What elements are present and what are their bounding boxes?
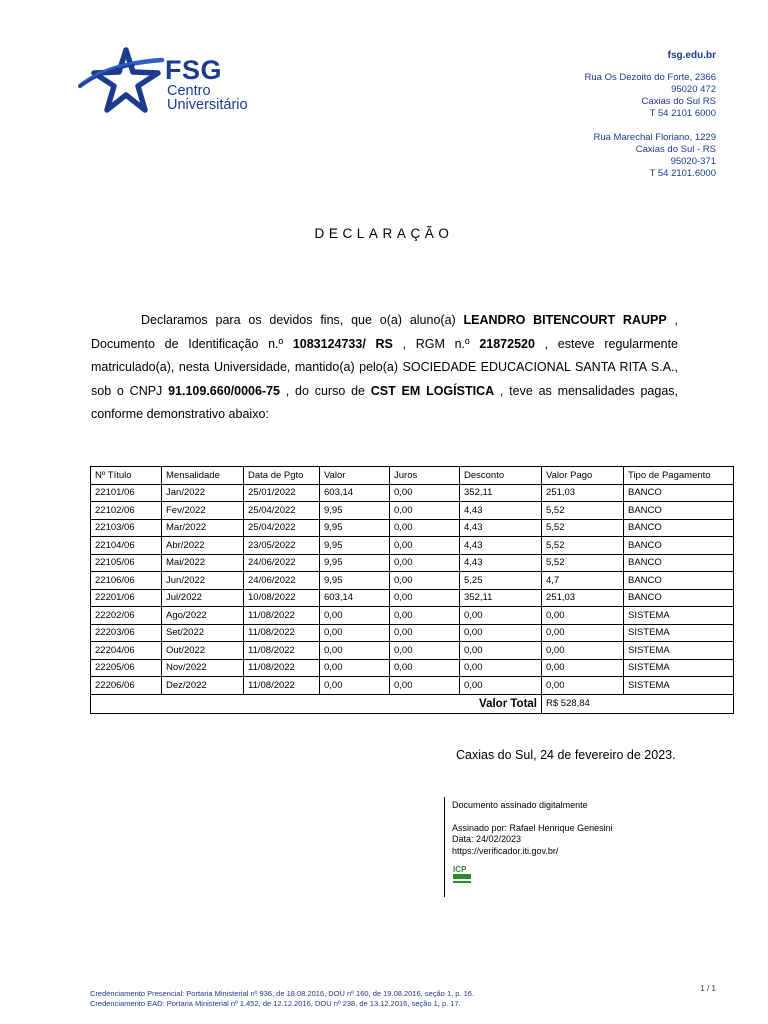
- tipo-pagamento-cell: SISTEMA: [624, 659, 734, 677]
- column-header: Nº Título: [91, 467, 162, 485]
- data-pgto-cell: 10/08/2022: [244, 589, 320, 607]
- titulo-cell: 22204/06: [91, 642, 162, 660]
- valor-cell: 0,00: [320, 624, 390, 642]
- address-line: T 54 2101.6000: [649, 168, 716, 179]
- titulo-cell: 22102/06: [91, 502, 162, 520]
- juros-cell: 0,00: [390, 589, 460, 607]
- payments-table: [90, 466, 734, 714]
- declaration-paragraph: [91, 309, 678, 427]
- total-empty-cell: [624, 694, 734, 713]
- tipo-pagamento-cell: BANCO: [624, 537, 734, 555]
- mensalidade-cell: Out/2022: [162, 642, 244, 660]
- page-number: 1 / 1: [700, 984, 716, 993]
- data-pgto-cell: 25/04/2022: [244, 519, 320, 537]
- mensalidade-cell: Mar/2022: [162, 519, 244, 537]
- valor-pago-cell: 5,52: [542, 537, 624, 555]
- desconto-cell: 4,43: [460, 502, 542, 520]
- verifier-url: https://verificador.iti.gov.br/: [452, 845, 559, 856]
- accreditation-footer: [90, 989, 474, 1008]
- titulo-cell: 22202/06: [91, 607, 162, 625]
- valor-cell: 0,00: [320, 642, 390, 660]
- data-pgto-cell: 11/08/2022: [244, 642, 320, 660]
- body-text-1: Declaramos para os devidos fins, que o(a) aluno(a): [141, 313, 464, 327]
- valor-cell: 9,95: [320, 554, 390, 572]
- address-line: T 54 2101 6000: [649, 108, 716, 119]
- tipo-pagamento-cell: BANCO: [624, 554, 734, 572]
- fsg-logo: [78, 46, 278, 116]
- valor-pago-cell: 0,00: [542, 677, 624, 695]
- body-text-2: , Documento de Identificação n.º: [91, 313, 678, 351]
- titulo-cell: 22101/06: [91, 484, 162, 502]
- valor-cell: 9,95: [320, 502, 390, 520]
- titulo-cell: 22104/06: [91, 537, 162, 555]
- tipo-pagamento-cell: BANCO: [624, 589, 734, 607]
- mensalidade-cell: Jul/2022: [162, 589, 244, 607]
- juros-cell: 0,00: [390, 537, 460, 555]
- signature-date: Data: 24/02/2023: [452, 834, 522, 845]
- mensalidade-cell: Mai/2022: [162, 554, 244, 572]
- body-text-5: , do curso de: [280, 383, 371, 398]
- website: fsg.edu.br: [667, 50, 716, 61]
- valor-pago-cell: 5,52: [542, 519, 624, 537]
- table-row: [91, 519, 734, 537]
- valor-pago-cell: 0,00: [542, 624, 624, 642]
- desconto-cell: 0,00: [460, 607, 542, 625]
- juros-cell: 0,00: [390, 502, 460, 520]
- digital-signature-block: [444, 797, 704, 897]
- juros-cell: 0,00: [390, 642, 460, 660]
- valor-pago-cell: 251,03: [542, 589, 624, 607]
- valor-cell: 9,95: [320, 572, 390, 590]
- cnpj-number: 91.109.660/0006-75: [168, 383, 281, 398]
- desconto-cell: 5,25: [460, 572, 542, 590]
- signature-heading: Documento assinado digitalmente: [452, 800, 588, 810]
- address-line: Rua Os Dezoito do Forte, 2366: [584, 72, 716, 83]
- data-pgto-cell: 11/08/2022: [244, 659, 320, 677]
- rgm-number: 21872520: [479, 336, 535, 351]
- data-pgto-cell: 24/06/2022: [244, 572, 320, 590]
- juros-cell: 0,00: [390, 484, 460, 502]
- titulo-cell: 22203/06: [91, 624, 162, 642]
- data-pgto-cell: 25/04/2022: [244, 502, 320, 520]
- desconto-cell: 4,43: [460, 537, 542, 555]
- total-value: R$ 528,84: [542, 694, 624, 713]
- signer-name: Assinado por: Rafael Henrique Genesini: [452, 823, 613, 834]
- table-row: [91, 677, 734, 695]
- table-row: [91, 624, 734, 642]
- address-line: Caxias do Sul RS: [641, 96, 716, 107]
- valor-pago-cell: 5,52: [542, 502, 624, 520]
- titulo-cell: 22205/06: [91, 659, 162, 677]
- document-id: 1083124733/ RS: [292, 336, 393, 351]
- tipo-pagamento-cell: BANCO: [624, 572, 734, 590]
- tipo-pagamento-cell: BANCO: [624, 519, 734, 537]
- valor-cell: 9,95: [320, 537, 390, 555]
- footer-line: Credenciamento Presencial: Portaria Ministerial nº 936, de 18.08.2016, DOU nº 160, de 19.08.2016, seção 1, p. 16.: [90, 989, 475, 998]
- date-place: Caxias do Sul, 24 de fevereiro de 2023.: [456, 748, 676, 762]
- star-swoosh-icon: [78, 46, 168, 116]
- address-campus-1: [585, 72, 717, 120]
- data-pgto-cell: 11/08/2022: [244, 624, 320, 642]
- mensalidade-cell: Dez/2022: [162, 677, 244, 695]
- student-name: LEANDRO BITENCOURT RAUPP: [463, 313, 667, 327]
- tipo-pagamento-cell: SISTEMA: [624, 607, 734, 625]
- data-pgto-cell: 23/05/2022: [244, 537, 320, 555]
- valor-cell: 0,00: [320, 659, 390, 677]
- table-row: [91, 659, 734, 677]
- titulo-cell: 22106/06: [91, 572, 162, 590]
- column-header: Data de Pgto: [244, 467, 320, 485]
- valor-cell: 603,14: [320, 484, 390, 502]
- mensalidade-cell: Fev/2022: [162, 502, 244, 520]
- table-row: [91, 572, 734, 590]
- juros-cell: 0,00: [390, 572, 460, 590]
- data-pgto-cell: 25/01/2022: [244, 484, 320, 502]
- table-row: [91, 607, 734, 625]
- table-row: [91, 589, 734, 607]
- juros-cell: 0,00: [390, 659, 460, 677]
- total-row: [91, 694, 734, 713]
- tipo-pagamento-cell: BANCO: [624, 484, 734, 502]
- valor-pago-cell: 0,00: [542, 642, 624, 660]
- titulo-cell: 22206/06: [91, 677, 162, 695]
- desconto-cell: 0,00: [460, 659, 542, 677]
- logo-line-1: Centro: [167, 83, 211, 99]
- tipo-pagamento-cell: SISTEMA: [624, 677, 734, 695]
- valor-pago-cell: 0,00: [542, 607, 624, 625]
- valor-pago-cell: 4,7: [542, 572, 624, 590]
- column-header: Juros: [390, 467, 460, 485]
- desconto-cell: 0,00: [460, 677, 542, 695]
- valor-pago-cell: 0,00: [542, 659, 624, 677]
- mensalidade-cell: Jun/2022: [162, 572, 244, 590]
- valor-cell: 9,95: [320, 519, 390, 537]
- address-campus-2: [585, 132, 717, 180]
- table-row: [91, 554, 734, 572]
- mensalidade-cell: Set/2022: [162, 624, 244, 642]
- titulo-cell: 22201/06: [91, 589, 162, 607]
- institution-contact: [585, 50, 717, 192]
- address-line: Caxias do Sul - RS: [635, 144, 716, 155]
- address-line: Rua Marechal Floriano, 1229: [593, 132, 716, 143]
- body-text-3: , RGM n.º: [392, 336, 480, 351]
- titulo-cell: 22105/06: [91, 554, 162, 572]
- desconto-cell: 4,43: [460, 519, 542, 537]
- tipo-pagamento-cell: BANCO: [624, 502, 734, 520]
- logo-brand-text: FSG: [165, 55, 223, 85]
- valor-pago-cell: 5,52: [542, 554, 624, 572]
- mensalidade-cell: Abr/2022: [162, 537, 244, 555]
- body-text-4: , esteve regularmente matriculado(a), nesta Universidade, mantido(a) pelo(a) SOCIEDADE EDUCACIONAL SANTA RITA S.A., sob o CNPJ: [91, 336, 678, 398]
- svg-text:ICP: ICP: [453, 864, 467, 874]
- desconto-cell: 4,43: [460, 554, 542, 572]
- column-header: Valor: [320, 467, 390, 485]
- column-header: Tipo de Pagamento: [624, 467, 734, 485]
- course-name: CST EM LOGÍSTICA: [370, 383, 495, 398]
- data-pgto-cell: 11/08/2022: [244, 607, 320, 625]
- mensalidade-cell: Ago/2022: [162, 607, 244, 625]
- valor-cell: 0,00: [320, 677, 390, 695]
- juros-cell: 0,00: [390, 624, 460, 642]
- table-header-row: [91, 467, 734, 485]
- desconto-cell: 352,11: [460, 484, 542, 502]
- body-text-6: , teve as mensalidades pagas, conforme demonstrativo abaixo:: [91, 383, 679, 422]
- data-pgto-cell: 24/06/2022: [244, 554, 320, 572]
- document-title: DECLARAÇÃO: [314, 226, 454, 241]
- juros-cell: 0,00: [390, 607, 460, 625]
- juros-cell: 0,00: [390, 519, 460, 537]
- total-label: Valor Total: [91, 694, 542, 713]
- data-pgto-cell: 11/08/2022: [244, 677, 320, 695]
- juros-cell: 0,00: [390, 677, 460, 695]
- address-line: 95020 472: [671, 84, 716, 95]
- desconto-cell: 352,11: [460, 589, 542, 607]
- table-row: [91, 484, 734, 502]
- address-line: 95020-371: [670, 156, 716, 167]
- valor-cell: 603,14: [320, 589, 390, 607]
- footer-line: Credenciamento EAD: Portaria Ministerial nº 1.452, de 12.12.2016, DOU nº 238, de 13.12.2016, seção 1, p. 17.: [90, 998, 461, 1008]
- table-row: [91, 502, 734, 520]
- titulo-cell: 22103/06: [91, 519, 162, 537]
- table-body: [91, 484, 734, 694]
- desconto-cell: 0,00: [460, 624, 542, 642]
- column-header: Desconto: [460, 467, 542, 485]
- juros-cell: 0,00: [390, 554, 460, 572]
- mensalidade-cell: Nov/2022: [162, 659, 244, 677]
- tipo-pagamento-cell: SISTEMA: [624, 624, 734, 642]
- column-header: Mensalidade: [162, 467, 244, 485]
- desconto-cell: 0,00: [460, 642, 542, 660]
- column-header: Valor Pago: [542, 467, 624, 485]
- table-row: [91, 537, 734, 555]
- valor-cell: 0,00: [320, 607, 390, 625]
- mensalidade-cell: Jan/2022: [162, 484, 244, 502]
- logo-line-2: Universitário: [167, 97, 248, 113]
- valor-pago-cell: 251,03: [542, 484, 624, 502]
- tipo-pagamento-cell: SISTEMA: [624, 642, 734, 660]
- icp-brasil-logo-icon: [452, 864, 472, 886]
- table-row: [91, 642, 734, 660]
